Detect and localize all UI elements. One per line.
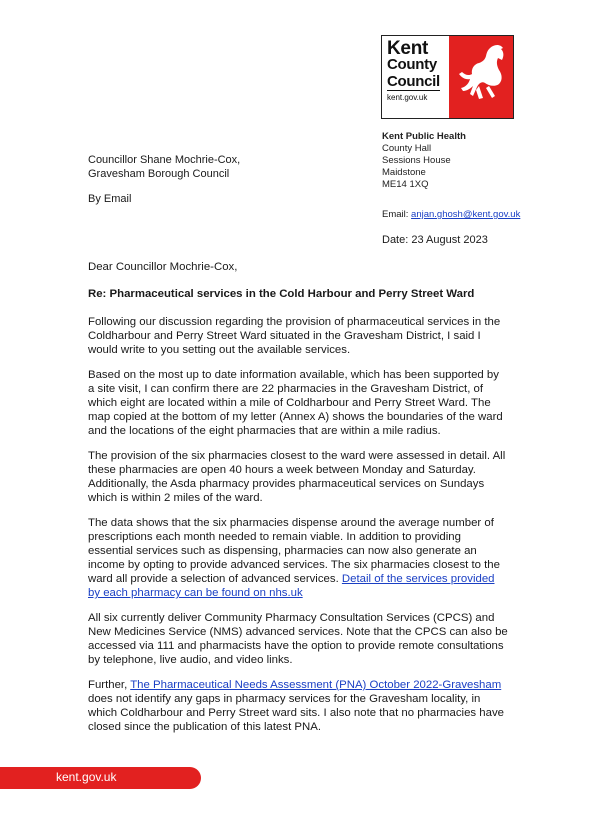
- logo-wordmark: [387, 40, 440, 104]
- nhs-services-link[interactable]: Detail of the services provided by each pharmacy can be found on nhs.uk: [88, 573, 495, 599]
- paragraph-3: The provision of the six pharmacies closest to the ward were assessed in detail. All these pharmacies are open 40 hours a week between Monday and Saturday. Additionally, the Asda pharmacy provides pharmaceutical services on Sundays which is within 2 miles of the ward.: [88, 450, 506, 504]
- email-link[interactable]: anjan.ghosh@kent.gov.uk: [411, 209, 521, 220]
- pna-link[interactable]: The Pharmaceutical Needs Assessment (PNA) October 2022-Gravesham: [130, 679, 502, 691]
- sender-org: Kent Public Health: [382, 131, 466, 142]
- paragraph-5: All six currently deliver Community Pharmacy Consultation Services (CPCS) and New Medicines Service (NMS) advanced services. Note that the CPCS can also be accessed via 111 and pharmacists have the option to provide remote consultations by telephone, live audio, and video links.: [88, 612, 508, 666]
- sender-address-line: ME14 1XQ: [382, 179, 429, 190]
- kent-county-council-logo: [381, 35, 514, 119]
- paragraph-6-post: does not identify any gaps in pharmacy services for the Gravesham locality, in which Coldharbour and Perry Street ward sits. I also note that no pharmacies have closed since the publication of this latest PNA.: [88, 693, 504, 733]
- email-line: [382, 209, 520, 220]
- logo-line-council: Council: [387, 73, 440, 90]
- paragraph-6: [88, 678, 508, 734]
- recipient-org: Gravesham Borough Council: [88, 168, 230, 180]
- sender-address-line: Sessions House: [382, 155, 451, 166]
- footer-url[interactable]: kent.gov.uk: [56, 770, 117, 784]
- sender-address-line: Maidstone: [382, 167, 426, 178]
- recipient-name: Councillor Shane Mochrie-Cox,: [88, 154, 241, 166]
- email-label: Email:: [382, 209, 412, 220]
- letter-body: [88, 260, 508, 745]
- recipient-block: [88, 153, 240, 181]
- logo-line-kent: Kent: [387, 38, 429, 59]
- salutation: Dear Councillor Mochrie-Cox,: [88, 261, 238, 273]
- subject-line: Re: Pharmaceutical services in the Cold Harbour and Perry Street Ward: [88, 288, 475, 300]
- letter-date: Date: 23 August 2023: [382, 234, 488, 246]
- paragraph-6-pre: Further,: [88, 679, 131, 691]
- paragraph-4-text: The data shows that the six pharmacies dispense around the average number of prescriptions each month needed to remain viable. In addition to providing essential services such as dispensing, pharmacies can now also generate an income by opting to provide advanced services. The six pharmacies closest to the ward all provide a selection of advanced services.: [88, 517, 500, 585]
- paragraph-2: Based on the most up to date information available, which has been supported by a site visit, I can confirm there are 22 pharmacies in the Gravesham District, of which eight are located within a mile of Coldharbour and Perry Street Ward. The map copied at the bottom of my letter (Annex A) shows the boundaries of the ward and the locations of the eight pharmacies that are within a mile radius.: [88, 369, 503, 437]
- logo-url: kent.gov.uk: [387, 93, 428, 102]
- sender-address-line: County Hall: [382, 143, 432, 154]
- paragraph-1: Following our discussion regarding the provision of pharmaceutical services in the Coldharbour and Perry Street Ward situated in the Gravesham District, I said I would write to you setting out the available services.: [88, 316, 501, 356]
- white-horse-icon: [449, 36, 513, 119]
- sender-address: [382, 131, 466, 191]
- delivery-method: By Email: [88, 193, 132, 205]
- paragraph-4: [88, 516, 508, 600]
- logo-line-county: County: [387, 56, 437, 73]
- footer-bar: [0, 767, 201, 789]
- logo-red-panel: [449, 36, 513, 118]
